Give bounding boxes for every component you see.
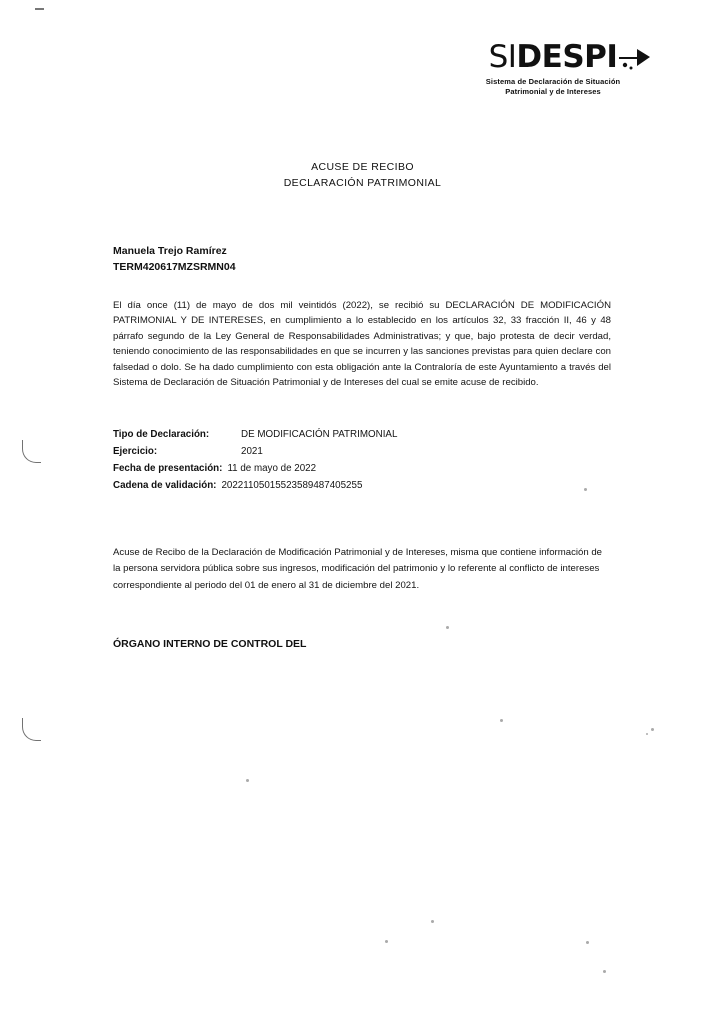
scan-speck (500, 719, 503, 722)
declaration-fields (113, 429, 611, 491)
page-title-line2: DECLARACIÓN PATRIMONIAL (283, 176, 442, 189)
field-label: Cadena de validación: (113, 479, 217, 491)
scan-speck (385, 940, 388, 943)
scan-speck (651, 728, 654, 731)
field-value: 20221105015523589487405255 (221, 479, 363, 491)
field-label: Fecha de presentación: (113, 462, 223, 474)
field-value: DE MODIFICACIÓN PATRIMONIAL (241, 428, 398, 440)
scan-artifact-hook-2 (22, 718, 41, 741)
page-title (0, 160, 725, 192)
field-label: Ejercicio: (113, 445, 158, 457)
scope-note-paragraph: Acuse de Recibo de la Declaración de Modificación Patrimonial y de Intereses, misma que contiene información de la persona servidora pública sobre sus ingresos, modificación del patrimonio y lo referente al conflicto de intereses correspondiente al periodo del 01 de enero al 31 de diciembre del 2021. (113, 546, 603, 591)
sidespi-logo (453, 39, 653, 97)
scan-speck (246, 779, 249, 782)
field-label: Tipo de Declaración: (113, 428, 210, 440)
document-body (113, 243, 611, 650)
scan-speck (586, 941, 589, 944)
logo-wordmark (488, 39, 618, 75)
logo-suffix: DESPI (516, 39, 618, 75)
page-title-line1: ACUSE DE RECIBO (311, 161, 414, 173)
field-row (113, 480, 611, 491)
scan-speck (646, 733, 648, 735)
field-value: 2021 (241, 445, 263, 457)
logo-subtitle-line1: Sistema de Declaración de Situación (485, 77, 621, 86)
scan-speck (431, 920, 434, 923)
field-value: 11 de mayo de 2022 (227, 462, 317, 474)
field-row (113, 429, 611, 440)
logo-subtitle-line2: Patrimonial y de Intereses (505, 87, 601, 97)
field-row (113, 446, 611, 457)
arrow-right-icon (617, 40, 651, 70)
scan-artifact-top (35, 8, 44, 10)
logo-prefix: SI (488, 39, 517, 75)
scan-artifact-hook-1 (22, 440, 41, 463)
declarant-rfc: TERM420617MZSRMN04 (113, 261, 236, 274)
receipt-paragraph: El día once (11) de mayo de dos mil veintidós (2022), se recibió su DECLARACIÓN DE MODIFICACIÓN PATRIMONIAL Y DE INTERESES, en cumplimiento a lo establecido en los artículos 32, 33 fracción II, 46 y 48 párrafo segundo de la Ley General de Responsabilidades Administrativas; y que, bajo protesta de decir verdad, teniendo conocimiento de las responsabilidades en que se incurren y las sanciones previstas para quien declare con falsedad o dolo. Se ha dado cumplimiento con esta obligación ante la Contraloría de este Ayuntamiento a través del Sistema de Declaración de Situación Patrimonial y de Intereses del cual se emite acuse de recibido. (113, 299, 611, 389)
logo-subtitle (453, 77, 653, 97)
issuing-organism: ÓRGANO INTERNO DE CONTROL DEL (113, 638, 307, 651)
scan-speck (603, 970, 606, 973)
field-row (113, 463, 611, 474)
declarant-name: Manuela Trejo Ramírez (113, 245, 227, 257)
